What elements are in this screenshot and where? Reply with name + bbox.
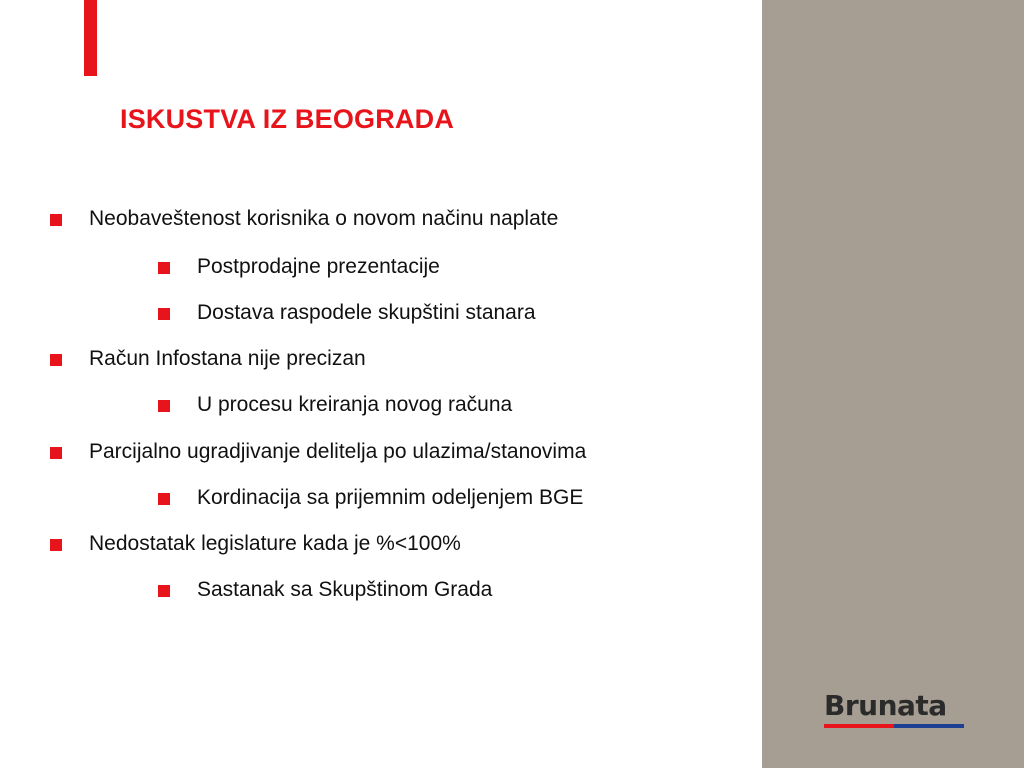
square-bullet-icon: [50, 539, 62, 551]
square-bullet-icon: [50, 214, 62, 226]
bullet-text: Sastanak sa Skupštinom Grada: [197, 578, 493, 601]
bullet-text: Kordinacija sa prijemnim odeljenjem BGE: [197, 486, 584, 509]
logo-text: Brunata: [824, 689, 947, 722]
bullet-text: Dostava raspodele skupštini stanara: [197, 301, 536, 324]
square-bullet-icon: [158, 262, 170, 274]
square-bullet-icon: [158, 493, 170, 505]
square-bullet-icon: [50, 447, 62, 459]
square-bullet-icon: [158, 585, 170, 597]
brunata-logo: [824, 689, 966, 728]
bullet-text: Nedostatak legislature kada je %<100%: [89, 532, 461, 555]
logo-stripe: [824, 724, 964, 728]
square-bullet-icon: [50, 354, 62, 366]
square-bullet-icon: [158, 400, 170, 412]
side-panel: [762, 0, 1024, 768]
bullet-text: Parcijalno ugradjivanje delitelja po ulazima/stanovima: [89, 440, 587, 463]
bullet-text: Postprodajne prezentacije: [197, 255, 440, 278]
bullet-text: Račun Infostana nije precizan: [89, 347, 366, 370]
square-bullet-icon: [158, 308, 170, 320]
slide-title: ISKUSTVA IZ BEOGRADA: [120, 104, 455, 134]
bullet-text: Neobaveštenost korisnika o novom načinu naplate: [89, 207, 559, 230]
bullet-text: U procesu kreiranja novog računa: [197, 393, 513, 416]
accent-bar: [84, 0, 97, 76]
